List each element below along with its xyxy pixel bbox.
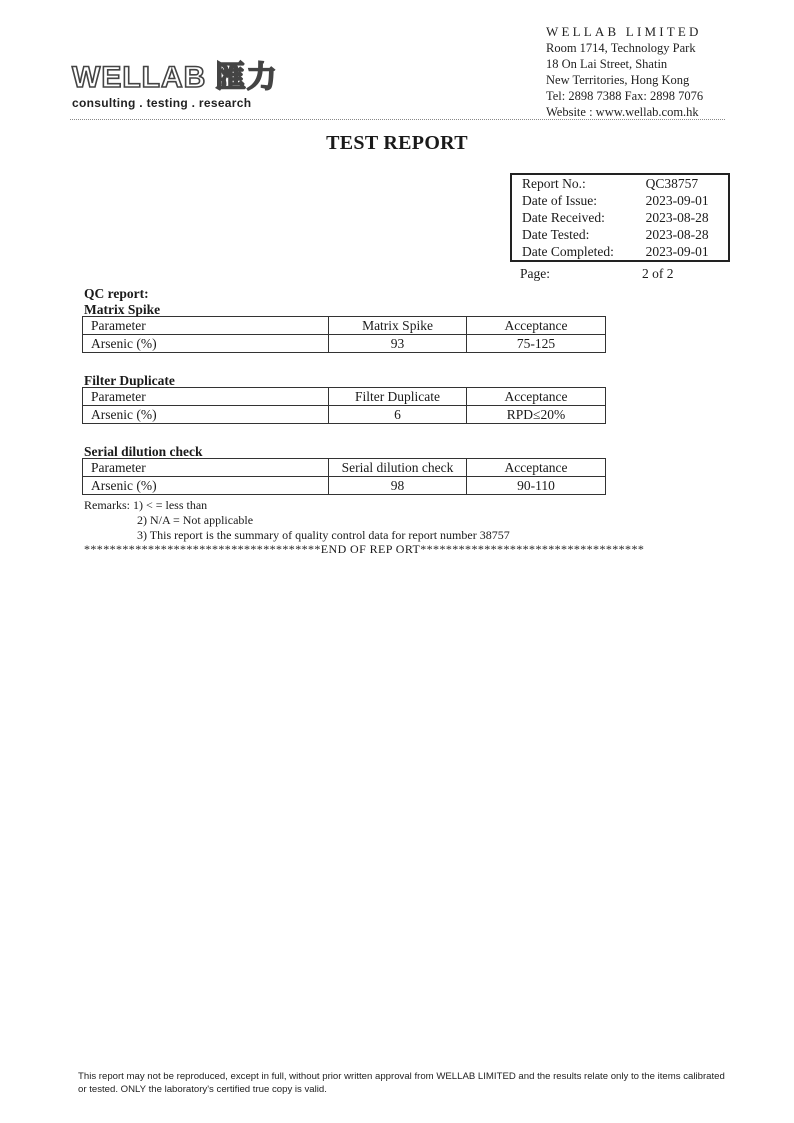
logo-tagline: consulting . testing . research [72,96,252,110]
table-cell: 90-110 [467,477,606,495]
column-header: Acceptance [467,317,606,335]
table-header-row [83,459,606,477]
info-row [512,226,728,243]
matrix-spike-table [82,316,606,353]
qc-heading: QC report: [84,286,149,301]
info-row [512,243,728,260]
info-label: Date Received: [522,210,605,225]
table-row [83,335,606,353]
address-line: 18 On Lai Street, Shatin [546,57,668,71]
table-cell: 93 [329,335,467,353]
info-value: 2023-08-28 [645,227,709,242]
info-value: 2023-09-01 [645,244,709,259]
page-number [520,266,674,282]
remark-line: Remarks: 1) < = less than [84,498,208,512]
company-logo [72,62,278,110]
info-value: 2023-09-01 [645,193,709,208]
column-header: Serial dilution check [329,459,467,477]
page-label: Page: [520,266,550,281]
remarks [84,498,510,543]
info-row [512,175,728,192]
company-name: WELLAB LIMITED [546,24,702,39]
report-info-box [510,173,730,262]
table-row [83,477,606,495]
table-cell: 75-125 [467,335,606,353]
header-divider [70,119,725,120]
address-line: New Territories, Hong Kong [546,73,690,87]
info-label: Report No.: [522,176,586,191]
info-label: Date Completed: [522,244,614,259]
logo-wordmark: WELLAB 匯力 [72,61,278,94]
info-row [512,192,728,209]
section-heading: Matrix Spike [84,302,161,317]
column-header: Filter Duplicate [329,388,467,406]
table-header-row [83,388,606,406]
table-cell: 6 [329,406,467,424]
column-header: Matrix Spike [329,317,467,335]
column-header: Acceptance [467,459,606,477]
table-row [83,406,606,424]
website-line: Website : www.wellab.com.hk [546,105,699,119]
table-header-row [83,317,606,335]
column-header: Parameter [83,388,329,406]
page-value: 2 of 2 [642,266,674,281]
serial-dilution-table [82,458,606,495]
info-row [512,209,728,226]
report-title: TEST REPORT [326,132,468,154]
table-cell: RPD≤20% [467,406,606,424]
section-heading: Serial dilution check [84,444,203,459]
info-label: Date Tested: [522,227,590,242]
column-header: Parameter [83,459,329,477]
table-cell: Arsenic (%) [83,477,329,495]
filter-duplicate-table [82,387,606,424]
table-cell: Arsenic (%) [83,335,329,353]
table-cell: 98 [329,477,467,495]
column-header: Acceptance [467,388,606,406]
section-heading: Filter Duplicate [84,373,175,388]
info-value: 2023-08-28 [645,210,709,225]
column-header: Parameter [83,317,329,335]
info-value: QC38757 [645,176,699,191]
info-label: Date of Issue: [522,193,597,208]
company-address [546,24,703,120]
table-cell: Arsenic (%) [83,406,329,424]
contact-line: Tel: 2898 7388 Fax: 2898 7076 [546,89,704,103]
address-line: Room 1714, Technology Park [546,41,696,55]
end-of-report-line: *************************************END OF REP ORT*********************************** [84,542,645,556]
remark-line: 3) This report is the summary of quality control data for report number 38757 [137,528,510,542]
footer-disclaimer: This report may not be reproduced, except in full, without prior written approval from WELLAB LIMITED and the results relate only to the items calibrated or tested. ONLY the laboratory's certified true copy is valid. [78,1071,725,1095]
remark-line: 2) N/A = Not applicable [137,513,254,527]
